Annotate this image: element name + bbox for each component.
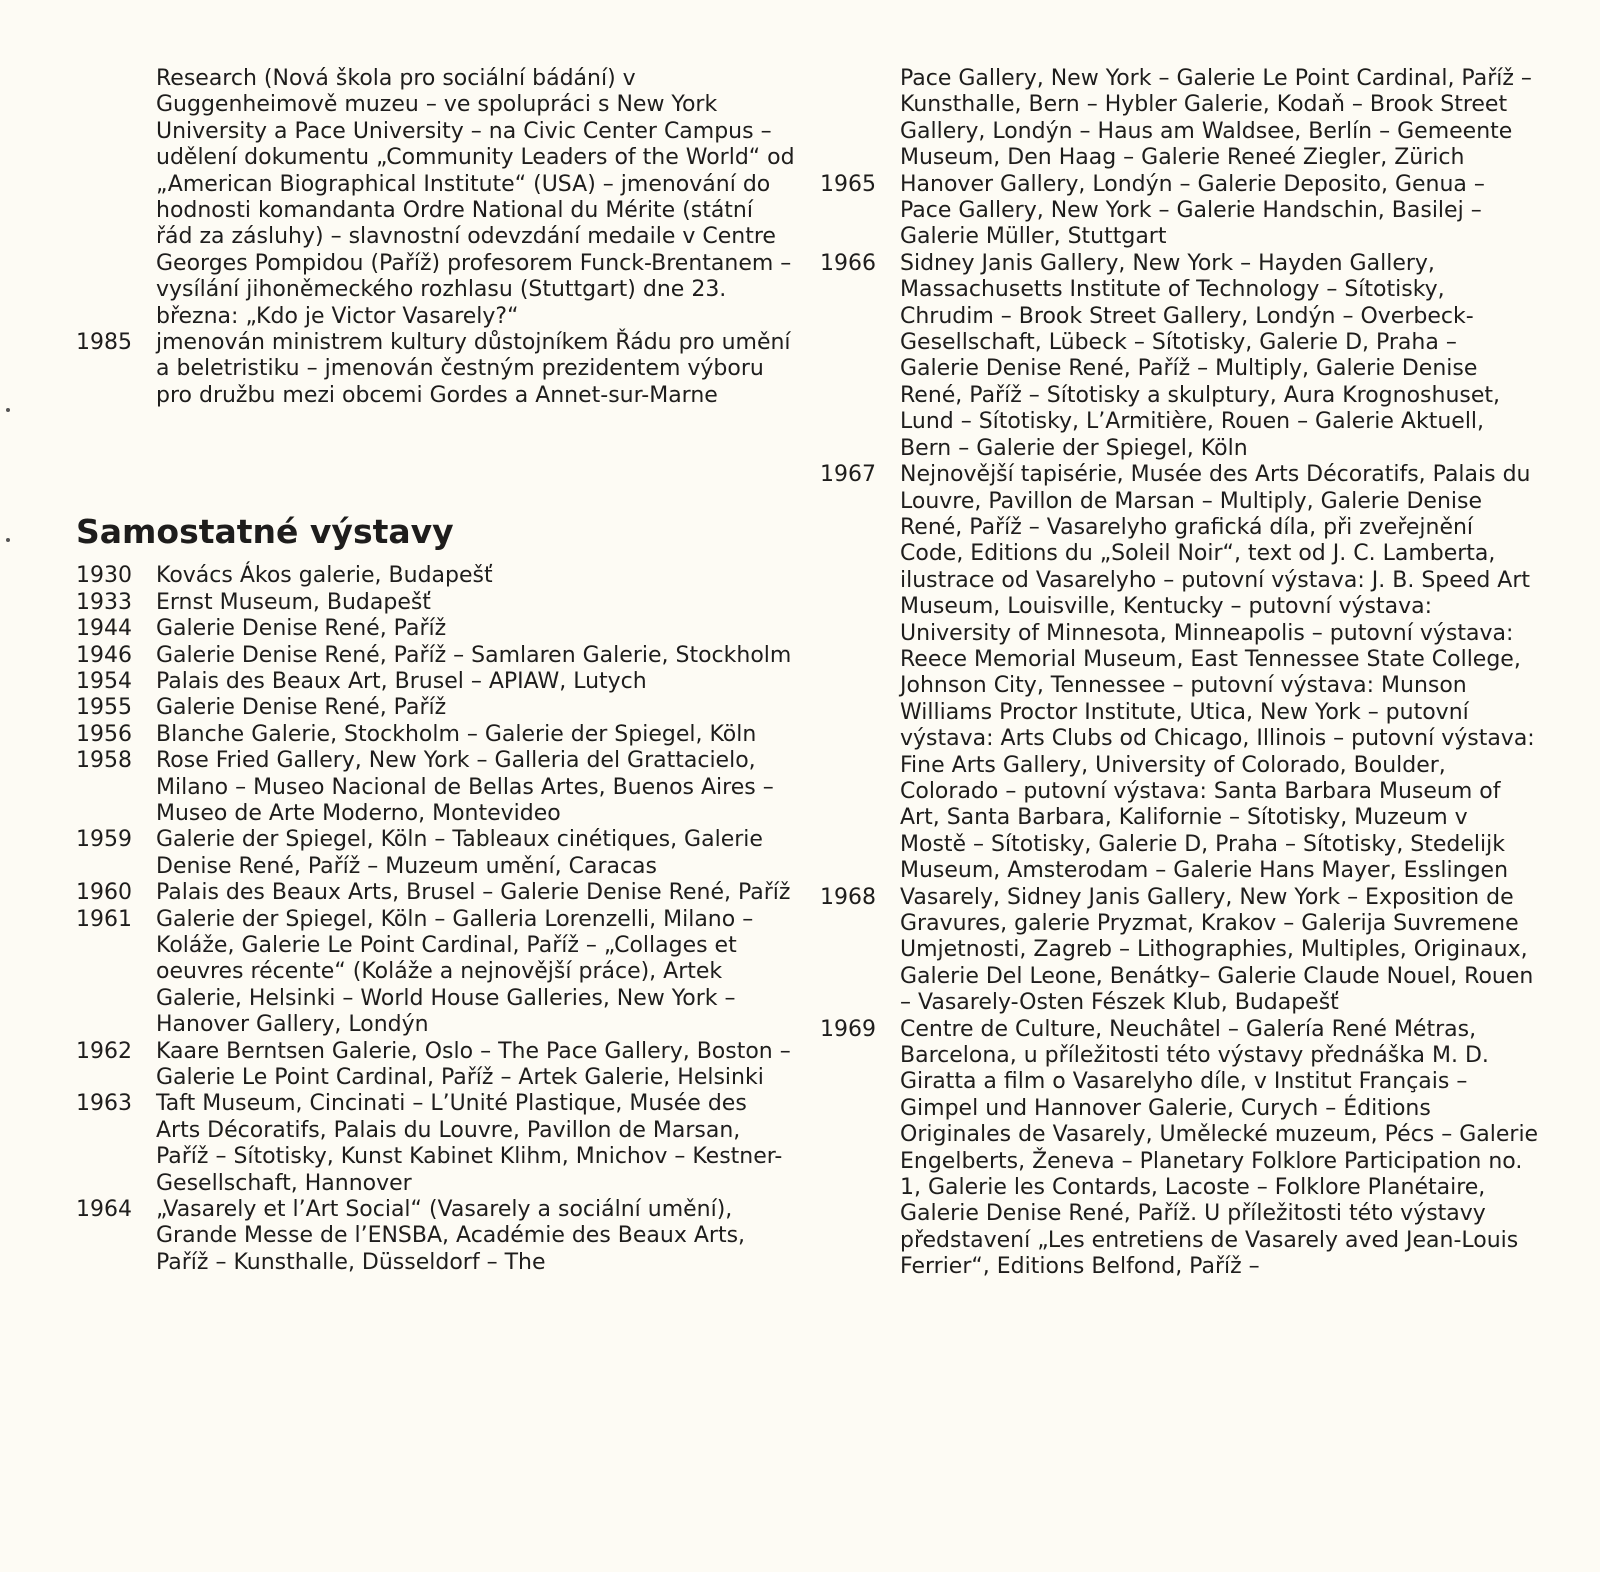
entry-text: Galerie Denise René, Paříž – Samlaren Galerie, Stockholm <box>156 642 792 668</box>
entry-text: Galerie der Spiegel, Köln – Tableaux cinétiques, Galerie Denise René, Paříž – Muzeum umění, Caracas <box>156 827 763 879</box>
exhibition-entry <box>76 748 796 827</box>
entry-text: Research (Nová škola pro sociální bádání) v Guggenheimově muzeu – ve spolupráci s New York University a Pace University – na Civic Center Campus – udělení dokumentu „Community Leaders of the World“ od „American Biographical Institute“ (USA) – jmenování do hodnosti komandanta Ordre National du Mérite (státní řád za zásluhy) – slavnostní odevzdání medaile v Centre Georges Pompidou (Paříž) profesorem Funck-Brentanem – vysílání jihoněmeckého rozhlasu (Stuttgart) dne 23. března: „Kdo je Victor Vasarely?“ <box>156 66 795 329</box>
entry-text: Palais des Beaux Arts, Brusel – Galerie Denise René, Paříž <box>156 880 791 906</box>
exhibition-entry <box>76 616 796 642</box>
entry-year: 1930 <box>76 563 132 589</box>
exhibition-entry <box>76 722 796 748</box>
exhibition-entry <box>820 66 1540 172</box>
exhibition-entry <box>76 590 796 616</box>
entry-year: 1964 <box>76 1197 132 1223</box>
entry-year: 1959 <box>76 827 132 853</box>
entry-year: 1960 <box>76 880 132 906</box>
left-column <box>76 66 796 1276</box>
exhibition-entry <box>820 172 1540 251</box>
intro-entries <box>76 66 796 409</box>
exhibition-entry <box>820 462 1540 885</box>
exhibition-list <box>76 563 796 1276</box>
right-column <box>820 66 1540 1281</box>
entry-text: Palais des Beaux Art, Brusel – APIAW, Lutych <box>156 668 647 694</box>
entry-text: Taft Museum, Cincinati – L’Unité Plastique, Musée des Arts Décoratifs, Palais du Louvre, Pavillon de Marsan, Paříž – Sítotisky, Kunst Kabinet Klihm, Mnichov – Kestner-Gesellschaft, Hannover <box>156 1091 783 1196</box>
exhibition-entry <box>76 1039 796 1092</box>
entry-year: 1944 <box>76 616 132 642</box>
entry-text: Rose Fried Gallery, New York – Galleria del Grattacielo, Milano – Museo Nacional de Bellas Artes, Buenos Aires – Museo de Arte Moderno, Montevideo <box>156 748 774 826</box>
entry-text: Galerie Denise René, Paříž <box>156 616 447 642</box>
entry-year: 1954 <box>76 668 132 694</box>
entry-year: 1956 <box>76 721 132 747</box>
exhibition-entry <box>76 669 796 695</box>
entry-text: Kaare Berntsen Galerie, Oslo – The Pace Gallery, Boston – Galerie Le Point Cardinal, Paříž – Artek Galerie, Helsinki <box>156 1038 791 1090</box>
entry-year: 1985 <box>76 330 132 356</box>
entry-text: Kovács Ákos galerie, Budapešť <box>156 563 493 589</box>
entry-year: 1955 <box>76 695 132 721</box>
entry-year: 1958 <box>76 748 132 774</box>
exhibition-entry <box>76 643 796 669</box>
entry-year: 1967 <box>820 462 876 488</box>
exhibition-list-continued <box>820 66 1540 1281</box>
exhibition-entry <box>76 1091 796 1197</box>
entry-year: 1946 <box>76 642 132 668</box>
entry-text: Pace Gallery, New York – Galerie Le Point Cardinal, Paříž – Kunsthalle, Bern – Hybler Galerie, Kodaň – Brook Street Gallery, Londýn – Haus am Waldsee, Berlín – Gemeente Museum, Den Haag – Galerie Reneé Ziegler, Zürich <box>900 66 1532 171</box>
entry-text: Ernst Museum, Budapešť <box>156 589 431 615</box>
entry-text: Galerie Denise René, Paříž <box>156 695 447 721</box>
exhibition-entry <box>820 885 1540 1017</box>
exhibition-entry <box>76 66 796 330</box>
entry-text: jmenován ministrem kultury důstojníkem Řádu pro umění a beletristiku – jmenován čestným prezidentem výboru pro družbu mezi obcemi Gordes a Annet-sur-Marne <box>156 330 791 408</box>
exhibition-entry <box>76 1197 796 1276</box>
entry-year: 1965 <box>820 171 876 197</box>
entry-text: Nejnovější tapisérie, Musée des Arts Décoratifs, Palais du Louvre, Pavillon de Marsan – Multiply, Galerie Denise René, Paříž – Vasarelyho grafická díla, při zveřejnění Code, Editions du „Soleil Noir“, text od J. C. Lamberta, ilustrace od Vasarelyho – putovní výstava: J. B. Speed Art Museum, Louisville, Kentucky – putovní výstava: University of Minnesota, Minneapolis – putovní výstava: Reece Memorial Museum, East Tennessee State College, Johnson City, Tennessee – putovní výstava: Munson Williams Proctor Institute, Utica, New York – putovní výstava: Arts Clubs od Chicago, Illinois – putovní výstava: Fine Arts Gallery, University of Colorado, Boulder, Colorado – putovní výstava: Santa Barbara Museum of Art, Santa Barbara, Kalifornie – Sítotisky, Muzeum v Mostě – Sítotisky, Galerie D, Praha – Sítotisky, Stedelijk Museum, Amsterodam – Galerie Hans Mayer, Esslingen <box>900 462 1535 884</box>
margin-mark <box>6 538 10 542</box>
exhibition-entry <box>76 907 796 1039</box>
entry-text: Blanche Galerie, Stockholm – Galerie der Spiegel, Köln <box>156 721 757 747</box>
entry-text: Centre de Culture, Neuchâtel – Galería René Métras, Barcelona, u příležitosti této výstavy přednáška M. D. Giratta a film o Vasarelyho díle, v Institut Français – Gimpel und Hannover Galerie, Curych – Éditions Originales de Vasarely, Umělecké muzeum, Pécs – Galerie Engelberts, Ženeva – Planetary Folklore Participation no. 1, Galerie les Contards, Lacoste – Folklore Planétaire, Galerie Denise René, Paříž. U příležitosti této výstavy představení „Les entretiens de Vasarely aved Jean-Louis Ferrier“, Editions Belfond, Paříž – <box>900 1016 1539 1280</box>
entry-year: 1933 <box>76 589 132 615</box>
entry-text: Sidney Janis Gallery, New York – Hayden Gallery, Massachusetts Institute of Technology – Sítotisky, Chrudim – Brook Street Gallery, Londýn – Overbeck-Gesellschaft, Lübeck – Sítotisky, Galerie D, Praha – Galerie Denise René, Paříž – Multiply, Galerie Denise René, Paříž – Sítotisky a skulptury, Aura Krognoshuset, Lund – Sítotisky, L’Armitière, Rouen – Galerie Aktuell, Bern – Galerie der Spiegel, Köln <box>900 250 1501 461</box>
entry-year: 1969 <box>820 1016 876 1042</box>
entry-year: 1968 <box>820 884 876 910</box>
entry-year: 1966 <box>820 250 876 276</box>
exhibition-entry <box>76 695 796 721</box>
exhibition-entry <box>76 827 796 880</box>
exhibition-entry <box>76 563 796 589</box>
entry-text: Vasarely, Sidney Janis Gallery, New York – Exposition de Gravures, galerie Pryzmat, Krakov – Galerija Suvremene Umjetnosti, Zagreb – Lithographies, Multiples, Originaux, Galerie Del Leone, Benátky– Galerie Claude Nouel, Rouen – Vasarely-Osten Fészek Klub, Budapešť <box>900 884 1534 1016</box>
entry-text: Galerie der Spiegel, Köln – Galleria Lorenzelli, Milano – Koláže, Galerie Le Point Cardinal, Paříž – „Collages et oeuvres récente“ (Koláže a nejnovější práce), Artek Galerie, Helsinki – World House Galleries, New York – Hanover Gallery, Londýn <box>156 906 754 1038</box>
section-heading: Samostatné výstavy <box>76 512 454 552</box>
entry-text: Hanover Gallery, Londýn – Galerie Deposito, Genua – Pace Gallery, New York – Galerie Handschin, Basilej – Galerie Müller, Stuttgart <box>900 171 1485 250</box>
entry-text: „Vasarely et l’Art Social“ (Vasarely a sociální umění), Grande Messe de l’ENSBA, Académie des Beaux Arts, Paříž – Kunsthalle, Düsseldorf – The <box>156 1197 746 1275</box>
exhibition-entry <box>76 880 796 906</box>
entry-year: 1962 <box>76 1038 132 1064</box>
margin-mark <box>6 408 10 412</box>
exhibition-entry <box>820 1017 1540 1281</box>
exhibition-entry <box>820 251 1540 462</box>
exhibition-entry <box>76 330 796 409</box>
entry-year: 1963 <box>76 1091 132 1117</box>
entry-year: 1961 <box>76 906 132 932</box>
